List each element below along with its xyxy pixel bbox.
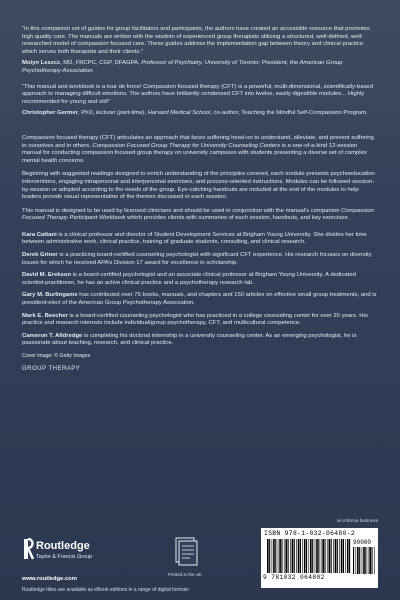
author-name: Cameron T. Alldredge bbox=[22, 332, 83, 339]
subject-category: GROUP THERAPY bbox=[22, 365, 81, 372]
companion-title: Compassion Focused Therapy Participant Workbook bbox=[22, 207, 374, 222]
printed-pages-icon bbox=[170, 536, 200, 572]
barcode-box bbox=[261, 528, 378, 588]
endorser-credentials: , PhD, bbox=[77, 110, 96, 117]
description-text: is a one-of-a-kind 12-session manual for conducting compassion focused group therapy on university campuses with students presenting a diverse set of complex mental health concerns. bbox=[22, 142, 367, 164]
endorser-name: Christopher Germer bbox=[22, 110, 78, 117]
author-bio-text: has contributed over 75 books, manuals, and chapters and 150 articles on effective small group treatments, and is president-elect of the American Group Psychotherapy Association. bbox=[22, 292, 377, 307]
author-name: Kara Cattani bbox=[22, 231, 57, 238]
publisher-logo bbox=[22, 538, 117, 572]
barcode-icon bbox=[267, 539, 351, 573]
endorser-affiliation: Professor of Psychiatry, University of Toronto; President, the American Group Psychotherapy Association. bbox=[22, 60, 343, 74]
author-bio bbox=[22, 272, 378, 287]
author-bio bbox=[22, 292, 378, 307]
book-title: Compassion Focused Group Therapy for University Counseling Centers bbox=[92, 142, 281, 149]
author-name: Mark E. Beecher bbox=[22, 312, 68, 319]
author-bio-text: is a clinical professor and director of Student Development Services at Brigham Young University. She divides her time between administrative work, clinical practice, training of graduate students, consulting, and clinical research. bbox=[22, 231, 367, 246]
endorser-affiliation-tail: , co-author, Teaching the Mindful Self-Compassion Program. bbox=[210, 110, 368, 117]
description-paragraph-2: Beginning with suggested readings designed to enrich understanding of the principles covered, each module presents psychoeducation interventions, engaging intrapersonal and interpersonal exercises, and process-oriented instructions. Modules can be followed session-by-session or adopted according to the needs of the group. Eye-catching handouts are included at the end of the modules to help leaders provide visual representation of the themes discussed in each session. bbox=[22, 171, 375, 201]
author-bio bbox=[22, 333, 378, 348]
endorsement-attribution-1 bbox=[22, 60, 378, 75]
description-text: Compassion focused therapy (CFT) articulates an approach that faces suffering head-on to understand, alleviate, and prevent suffering in ourselves and in others. bbox=[22, 134, 374, 149]
addon-barcode-icon bbox=[353, 547, 375, 574]
author-name: Gary M. Burlingame bbox=[22, 292, 78, 299]
description-text: This manual is designed to be used by licensed clinicians and should be used in conjunction with the manual’s companion bbox=[22, 207, 342, 214]
author-bio-text: is a board-certified counseling psychologist who has practiced in a college counseling center for over 20 years. His practice and research interests include individual/group psychotherapy, CFT, and multicultural competence. bbox=[22, 312, 368, 327]
endorsement-attribution-2 bbox=[22, 110, 378, 118]
author-bio bbox=[22, 313, 378, 328]
text-column bbox=[22, 26, 378, 373]
barcode-number: 9 781032 064802 bbox=[263, 574, 325, 581]
description-paragraph-1 bbox=[22, 135, 378, 165]
author-bio-text: is a practicing board-certified counseling psychologist with significant CFT experience. His research focuses on diversity issues for which he received APA’s Division 17 award for excellence in scholarship. bbox=[22, 252, 372, 266]
publisher-name: Routledge bbox=[36, 540, 90, 552]
endorsement-quote-2: “This manual and workbook is a tour de force! Compassion focused therapy (CFT) is a powerful, multi-dimensional, scientifically-based approach to managing difficult emotions. The authors have brilliantly condensed CFT into twelve, easily digestible modules... Highly recommended for young and old!” bbox=[22, 83, 373, 105]
description-text: which provides clients with summaries of each session, handouts, and key exercises. bbox=[125, 215, 350, 222]
author-bio-text: is a board-certified psychologist and an associate clinical professor at Brigham Young University. A dedicated scientist-practitioner, he has an active clinical practice and a psychotherapy research lab. bbox=[22, 272, 356, 286]
ebook-note: Routledge titles are available as eBook editions in a range of digital formats bbox=[22, 587, 189, 593]
description-paragraph-3 bbox=[22, 208, 378, 223]
author-name: Derek Griner bbox=[22, 252, 58, 259]
informa-label: an informa business bbox=[336, 518, 378, 523]
cover-credit: Cover image: © Getty Images bbox=[22, 353, 91, 359]
author-bio-text: is completing his doctoral internship in a university counseling center. As an emerging psychologist, he is passionate about teaching, research, and clinical practice. bbox=[22, 332, 357, 347]
endorser-affiliation: lecturer (part-time), Harvard Medical School bbox=[96, 110, 211, 117]
endorsement-quote-1: “In this companion set of guides for group facilitators and participants, the authors have created an accessible resource that promotes high quality care. The manuals are written with the wisdom of experienced group therapists utilizing a structured, well-defined, well-researched model of compassion focused care. These guides address the implementation gap between theory and clinical practice which serves both therapists and their clients.” bbox=[22, 26, 370, 55]
print-label: Printed in the UK bbox=[167, 572, 203, 577]
price-addon-text: 90000 bbox=[353, 539, 372, 546]
author-name: David M. Erekson bbox=[22, 272, 72, 279]
author-bio bbox=[22, 232, 378, 247]
routledge-emblem-icon bbox=[22, 538, 34, 560]
isbn-text: ISBN 978-1-032-06480-2 bbox=[264, 530, 355, 537]
footer bbox=[22, 518, 378, 593]
publisher-subtitle: Taylor & Francis Group bbox=[36, 554, 93, 560]
endorser-credentials: , MD, FRCPC, CGP, DFAGPA, bbox=[59, 60, 142, 67]
endorser-name: Molyn Leszcz bbox=[22, 60, 60, 67]
author-bio bbox=[22, 252, 378, 267]
publisher-url[interactable]: www.routledge.com bbox=[22, 576, 77, 582]
